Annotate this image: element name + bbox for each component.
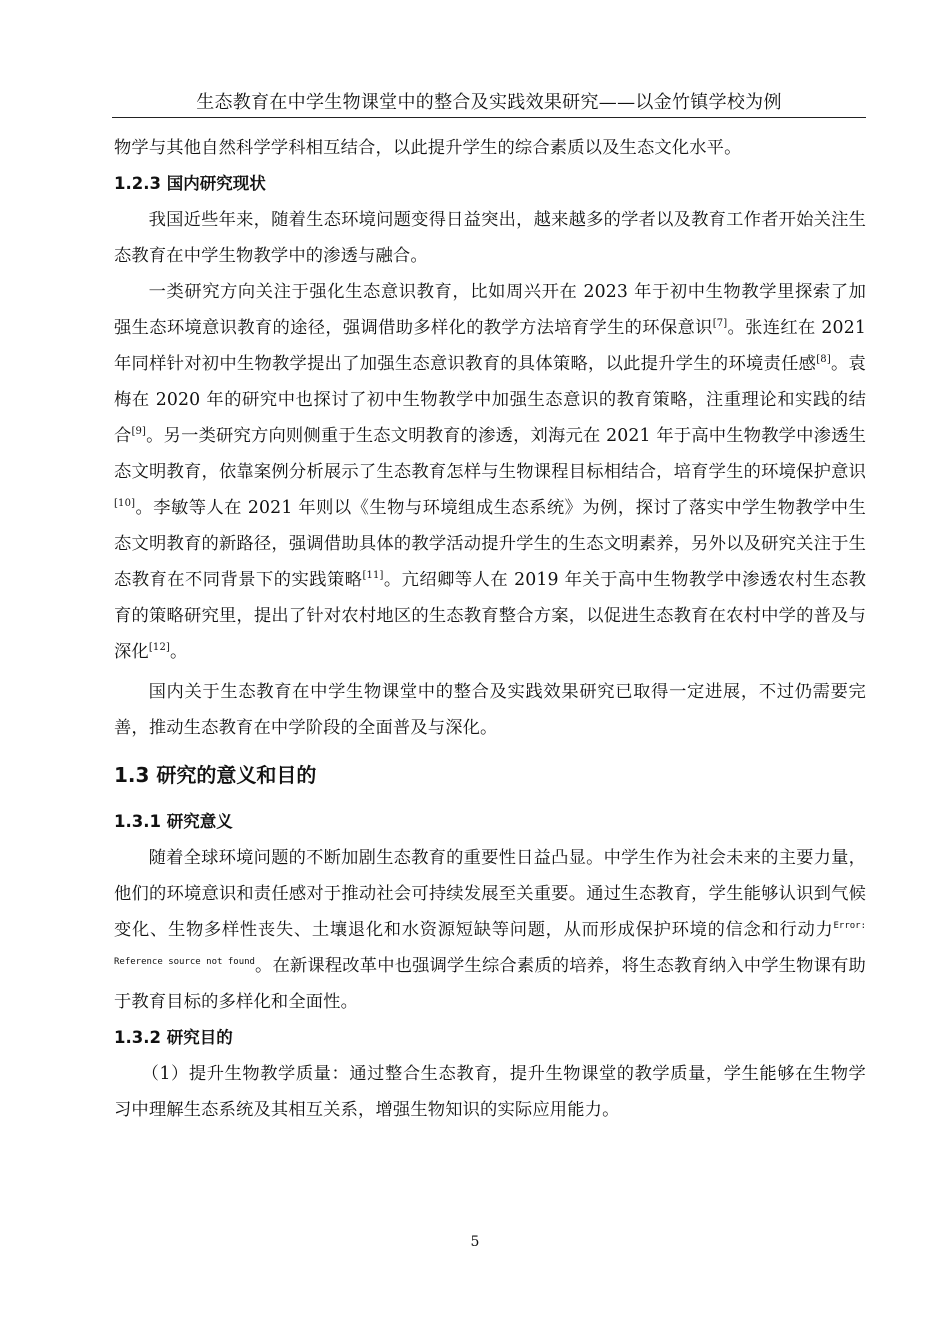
running-header: 生态教育在中学生物课堂中的整合及实践效果研究——以金竹镇学校为例 — [196, 92, 782, 113]
page-body — [114, 130, 866, 1128]
citation-9: [9] — [131, 426, 147, 438]
paragraph-significance — [114, 840, 866, 1020]
citation-10: [10] — [114, 498, 136, 510]
paragraph-domestic-research — [114, 274, 866, 670]
text-run: 。李敏等人在 2021 年则以《生物与环境组成生态系统》为例，探讨了落实中学生物教学中生态文明教育的新路径，强调借助具体的教学活动提升学生的生态文明素养，另外以及研究关注于生态教育在不同背景下的实践策略 — [114, 498, 866, 590]
header-rule — [112, 117, 866, 118]
text-run: 。在新课程改革中也强调学生综合素质的培养，将生态教育纳入中学生物课有助于教育目标的多样化和全面性。 — [114, 956, 866, 1012]
reference-error-field: Error: Reference source not found — [114, 921, 866, 968]
paragraph-domestic-summary: 国内关于生态教育在中学生物课堂中的整合及实践效果研究已取得一定进展，不过仍需要完善，推动生态教育在中学阶段的全面普及与深化。 — [114, 682, 866, 738]
citation-8: [8] — [816, 354, 831, 366]
text-run: 。另一类研究方向则侧重于生态文明教育的渗透，刘海元在 2021 年于高中生物教学中渗透生态文明教育，依靠案例分析展示了生态教育怎样与生物课程目标相结合，培育学生的环境保护意识 — [114, 426, 866, 482]
section-heading-1-3: 1.3 研究的意义和目的 — [114, 763, 317, 787]
citation-11: [11] — [362, 570, 384, 582]
paragraph-purpose-1: （1）提升生物教学质量：通过整合生态教育，提升生物课堂的教学质量，学生能够在生物学习中理解生态系统及其相互关系，增强生物知识的实际应用能力。 — [114, 1064, 866, 1120]
text-run: 。 — [170, 642, 188, 662]
section-heading-1-3-2: 1.3.2 研究目的 — [114, 1028, 233, 1047]
section-heading-1-2-3: 1.2.3 国内研究现状 — [114, 174, 266, 193]
text-run: 。亢绍卿等人在 2019 年关于高中生物教学中渗透农村生态教育的策略研究里，提出了针对农村地区的生态教育整合方案，以促进生态教育在农村中学的普及与深化 — [114, 570, 866, 662]
text-run: 随着全球环境问题的不断加剧生态教育的重要性日益凸显。中学生作为社会未来的主要力量，他们的环境意识和责任感对于推动社会可持续发展至关重要。通过生态教育，学生能够认识到气候变化、生物多样性丧失、土壤退化和水资源短缺等问题，从而形成保护环境的信念和行动力 — [114, 848, 866, 940]
citation-12: [12] — [148, 642, 171, 654]
paragraph-continuation: 物学与其他自然科学学科相互结合，以此提升学生的综合素质以及生态文化水平。 — [114, 138, 742, 158]
text-run: 。张连红在 2021 年同样针对初中生物教学提出了加强生态意识教育的具体策略，以此提升学生的环境责任感 — [114, 318, 866, 374]
citation-7: [7] — [712, 318, 728, 330]
text-run: 一类研究方向关注于强化生态意识教育，比如周兴开在 2023 年于初中生物教学里探索了加强生态环境意识教育的途径，强调借助多样化的教学方法培育学生的环保意识 — [114, 282, 866, 338]
paragraph-domestic-intro: 我国近些年来，随着生态环境问题变得日益突出，越来越多的学者以及教育工作者开始关注生态教育在中学生物教学中的渗透与融合。 — [114, 210, 866, 266]
text-run: 。袁梅在 2020 年的研究中也探讨了初中生物教学中加强生态意识的教育策略，注重理论和实践的结合 — [114, 354, 866, 446]
page-number: 5 — [470, 1234, 480, 1250]
section-heading-1-3-1: 1.3.1 研究意义 — [114, 812, 233, 831]
